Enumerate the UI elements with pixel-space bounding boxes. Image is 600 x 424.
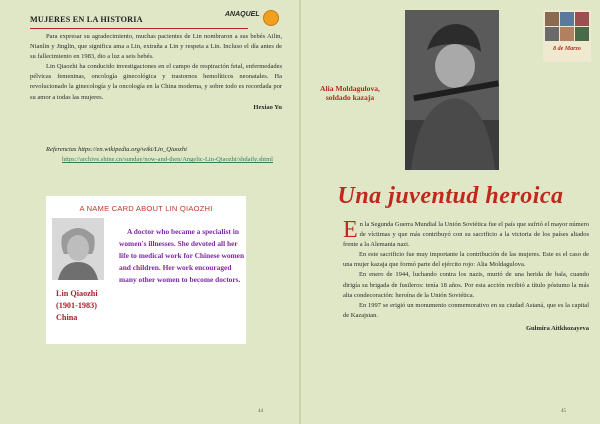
article-title: Una juventud heroica [337, 183, 564, 209]
person-name: Lin Qiaozhi [56, 289, 98, 298]
womens-day-stamp [543, 10, 591, 62]
photo-caption: Alia Moldagulova, soldado kazaja [320, 84, 380, 102]
article-body [343, 217, 589, 334]
soldier-photo [405, 10, 499, 170]
sun-logo-icon [263, 10, 279, 26]
references-link[interactable]: https://archive.shine.cn/sunday/now-and-then/Angelic-Lin-Qiaozhi/shdaily.shtml [62, 156, 273, 164]
magazine-brand: ANAQUEL [225, 11, 260, 18]
author-signature: Hexiao Yu [253, 103, 282, 111]
paragraph: En este sacrificio fue muy importante la contribución de las mujeres. Este es el caso de una mujer kazaja que formó parte del ejército rojo: Alia Moldagulova. [343, 251, 589, 269]
left-page [0, 0, 299, 424]
paragraph: En 1997 se erigió un monumento conmemorativo en su ciudad Astaná, que es la capital de Kazajstan. [343, 301, 589, 319]
article-body [30, 32, 282, 113]
card-description: A doctor who became a specialist in women's illnesses. She devoted all her life to medical work for Chinese women and children. Her work encouraged many other women to become doctors. [119, 227, 245, 284]
right-page [301, 0, 600, 424]
paragraph: Lin Qiaozhi ha conducido investigaciones en el campo de respiración fetal, enfermedades pélvicas femeninas, oncología ginecológica y trastornos hemolíticos neonatales. Ha revolucionado la ginecología y la oncología en la China moderna, y sobre todo es recordada por su amor a todas las mujeres. [30, 63, 282, 101]
page-number: 44 [258, 409, 263, 414]
person-country: China [56, 313, 78, 322]
card-person [56, 288, 98, 324]
person-years: (1901-1983) [56, 301, 97, 310]
page-number: 45 [561, 409, 566, 414]
drop-cap: E [343, 217, 358, 243]
paragraph: n la Segunda Guerra Mundial la Unión Soviética fue el país que sufrió el mayor número de víctimas y que más contribuyó con su sacrificio a la victoria de los países aliados frente a la Alemania nazi. [343, 221, 589, 249]
name-card [46, 196, 246, 344]
section-header [30, 14, 248, 29]
author-signature: Gulmira Aitkhozayeva [525, 324, 589, 332]
portrait-photo [52, 218, 104, 280]
references [46, 145, 282, 165]
stamp-label: 8 de Marzo [553, 46, 581, 52]
paragraph: En enero de 1944, luchando contra los nazis, murió de una herida de bala, cuando dirigía su brigada de fusileros: tenía 18 años. Por esta acción recibió a título póstumo la más alta condecoración: heroína de la Unión Soviética. [343, 271, 589, 299]
card-title: A NAME CARD ABOUT LIN QIAOZHI [79, 204, 213, 213]
references-label[interactable]: Referencias https://en.wikipedia.org/wiki/Lin_Qiaozhi [46, 146, 187, 153]
section-title: MUJERES EN LA HISTORIA [30, 15, 143, 24]
paragraph: Para expresar su agradecimiento, muchas pacientes de Lin nombraron a sus bebés Ailin, Nianlin y Jinglin, que significa ama a Lin, extraña a Lin y respeta a Lin. Incluso el día antes de su fallecimiento en 1983, dio a luz a seis bebés. [30, 33, 282, 61]
